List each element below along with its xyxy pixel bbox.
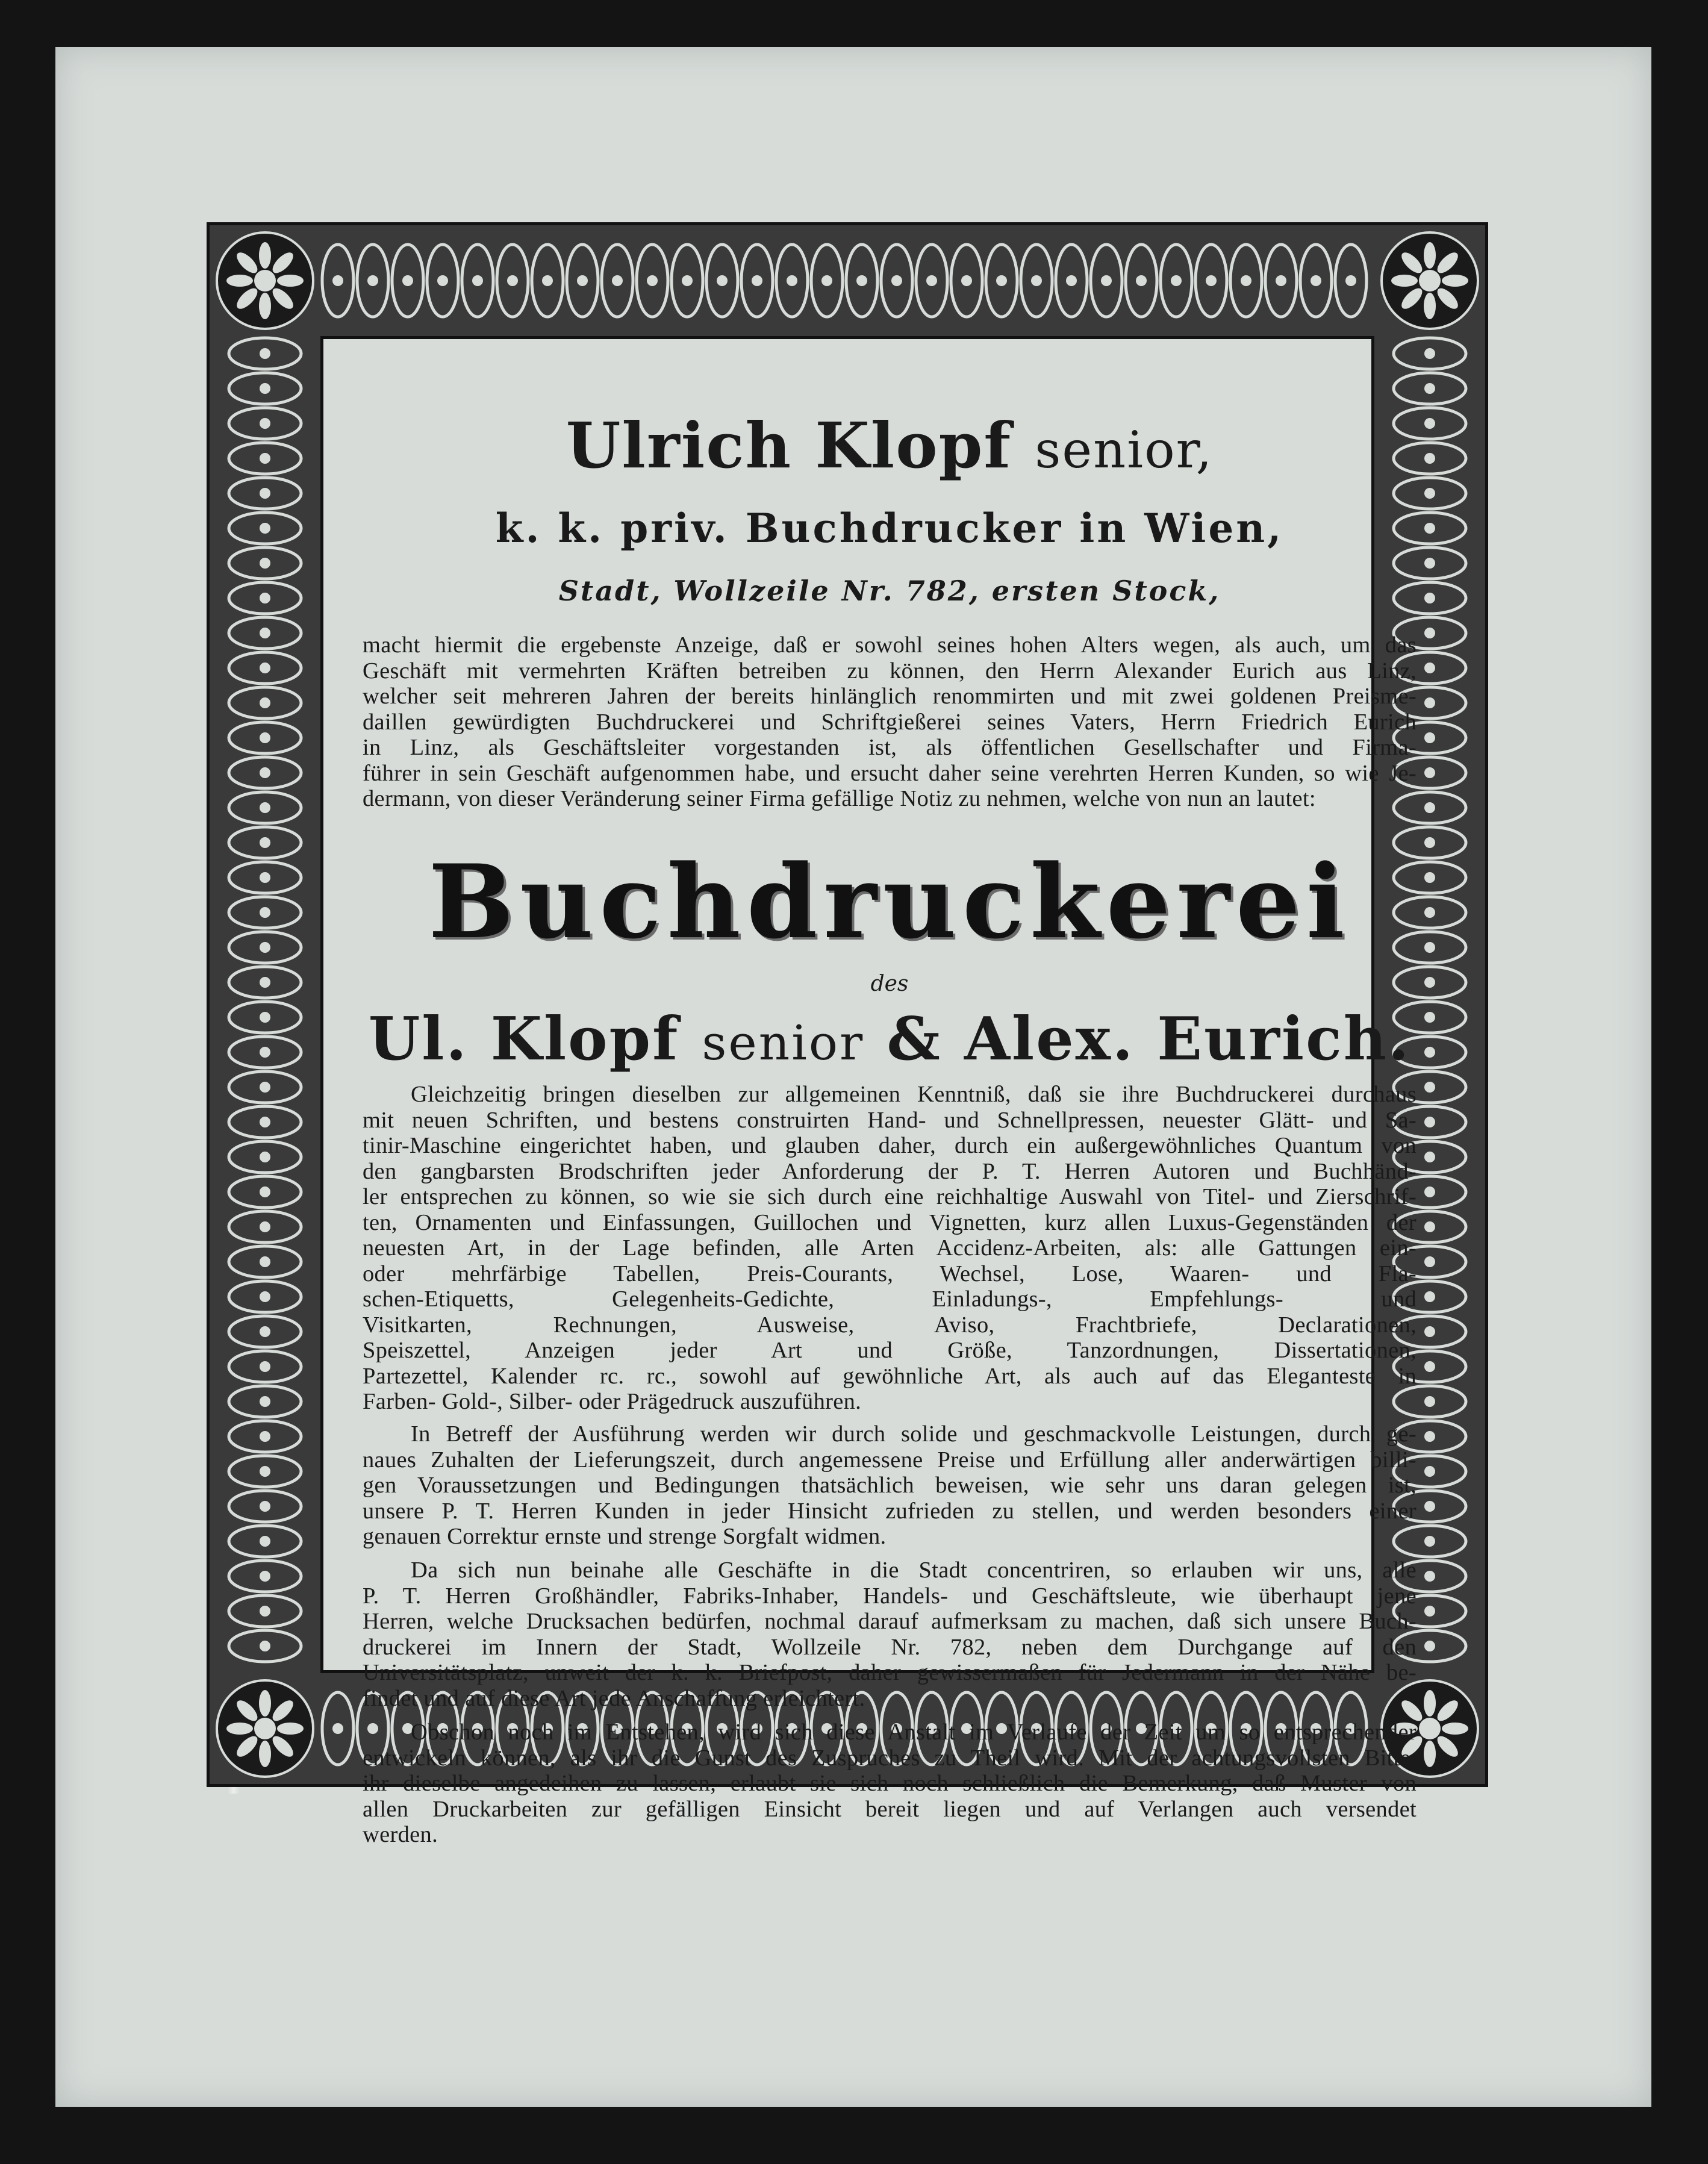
corner-petal	[259, 242, 271, 269]
border-dot	[1424, 418, 1435, 429]
border-dot	[647, 275, 658, 286]
border-dot	[891, 275, 902, 286]
border-dot	[1424, 558, 1435, 569]
border-dot	[260, 1501, 270, 1512]
corner-petal	[1424, 242, 1436, 269]
border-dot	[1424, 977, 1435, 988]
border-dot	[1424, 1431, 1435, 1442]
paragraph-equipment	[363, 1082, 1417, 1415]
border-dot	[1424, 1501, 1435, 1512]
border-dot	[332, 1723, 343, 1734]
border-dot	[1424, 1047, 1435, 1058]
text-line: neuesten Art, in der Lage befinden, alle Arten Accidenz-Arbeiten, als: alle Gattungen ein-	[363, 1235, 1417, 1261]
border-dot	[1424, 1012, 1435, 1023]
text-line: Geschäft mit vermehrten Kräften betreiben zu können, den Herrn Alexander Eurich aus Linz,	[363, 658, 1417, 684]
border-dot	[1424, 1571, 1435, 1582]
border-dot	[260, 1186, 270, 1197]
paragraph-location	[363, 1558, 1417, 1711]
corner-petal	[1391, 275, 1418, 287]
border-dot	[821, 275, 832, 286]
border-dot	[260, 1256, 270, 1267]
text-line: Gleichzeitig bringen dieselben zur allgemeinen Kenntniß, daß sie ihre Buchdruckerei durchaus	[411, 1082, 1417, 1107]
border-dot	[260, 523, 270, 534]
printer-name-suffix: senior,	[1035, 420, 1214, 479]
border-dot	[1424, 1536, 1435, 1547]
border-dot	[1424, 1256, 1435, 1267]
text-line: Visitkarten, Rechnungen, Ausweise, Aviso, Frachtbriefe, Declarationen,	[363, 1312, 1417, 1338]
border-dot	[577, 275, 588, 286]
border-dot	[717, 275, 728, 286]
border-dot	[1171, 275, 1182, 286]
text-line: druckerei im Innern der Stadt, Wollzeile Nr. 782, neben dem Durchgange auf den	[363, 1634, 1417, 1660]
border-dot	[1031, 275, 1042, 286]
firm-name-part-b: & Alex. Eurich.	[887, 1005, 1411, 1074]
corner-petal	[1424, 1690, 1436, 1717]
border-dot	[1424, 488, 1435, 499]
corner-petal	[259, 1741, 271, 1767]
text-line: ten, Ornamenten und Einfassungen, Guillochen und Vignetten, kurz allen Luxus-Gegenständen der	[363, 1209, 1417, 1235]
corner-center	[1419, 270, 1441, 292]
border-dot	[260, 1221, 270, 1232]
border-dot	[1424, 942, 1435, 953]
text-line: unsere P. T. Herren Kunden in jeder Hinsicht zufrieden zu stellen, und werden besonders einer	[363, 1498, 1417, 1524]
border-dot	[1424, 1361, 1435, 1372]
border-dot	[1424, 1291, 1435, 1302]
border-dot	[856, 275, 867, 286]
corner-petal	[1442, 1723, 1468, 1735]
text-line: schen-Etiquetts, Gelegenheits-Gedichte, Einladungs-, Empfehlungs- und	[363, 1286, 1417, 1312]
border-dot	[260, 348, 270, 359]
border-dot	[260, 418, 270, 429]
notice-text	[363, 384, 1417, 1878]
border-dot	[787, 275, 797, 286]
printer-title: k. k. priv. Buchdrucker in Wien,	[495, 505, 1284, 552]
text-line: daillen gewürdigten Buchdruckerei und Schriftgießerei seines Vaters, Herrn Friedrich Eurich	[363, 709, 1417, 735]
border-dot	[612, 275, 623, 286]
border-dot	[260, 977, 270, 988]
border-dot	[996, 275, 1007, 286]
border-dot	[260, 1152, 270, 1162]
border-dot	[260, 1641, 270, 1651]
border-dot	[1424, 1186, 1435, 1197]
printer-address: Stadt, Wollzeile Nr. 782, ersten Stock,	[558, 575, 1221, 607]
border-dot	[1276, 275, 1286, 286]
text-line: Partezettel, Kalender rc. rc., sowohl auf gewöhnliche Art, als auch auf das Eleganteste in	[363, 1363, 1417, 1389]
text-line: mit neuen Schriften, und bestens construirten Hand- und Schnellpressen, neuester Glätt- und Sa-	[363, 1107, 1417, 1133]
printer-name-bold: Ulrich Klopf	[566, 408, 1012, 482]
border-dot	[1424, 1082, 1435, 1093]
firm-name	[363, 1005, 1417, 1074]
border-dot	[260, 767, 270, 778]
paragraph-execution	[363, 1421, 1417, 1550]
text-line: macht hiermit die ergebenste Anzeige, daß er sowohl seines hohen Alters wegen, als auch, um das	[363, 632, 1417, 658]
border-dot	[961, 275, 972, 286]
text-line: den gangbarsten Brodschriften jeder Anforderung der P. T. Herren Autoren und Buchhänd-	[363, 1158, 1417, 1184]
border-dot	[1424, 593, 1435, 603]
paragraph-closing	[363, 1720, 1417, 1848]
border-dot	[260, 837, 270, 848]
border-dot	[260, 663, 270, 673]
firm-name-suffix: senior	[702, 1015, 865, 1071]
border-dot	[260, 1012, 270, 1023]
corner-petal	[1424, 1741, 1436, 1767]
border-dot	[260, 593, 270, 603]
border-dot	[367, 275, 378, 286]
text-line: findet und auf diese Art jede Anschaffung erleichtert.	[363, 1685, 865, 1711]
corner-petal	[259, 293, 271, 319]
border-dot	[260, 1326, 270, 1337]
border-dot	[260, 488, 270, 499]
border-dot	[1424, 1152, 1435, 1162]
text-line: führer in sein Geschäft aufgenommen habe, und ersucht daher seine verehrten Herren Kunden, so wie Je-	[363, 760, 1417, 786]
text-line: werden.	[363, 1822, 438, 1847]
corner-petal	[1424, 293, 1436, 319]
border-dot	[1101, 275, 1112, 286]
text-line: in Linz, als Geschäftsleiter vorgestanden ist, als öffentlichen Gesellschafter und Firma-	[363, 735, 1417, 760]
border-dot	[1424, 628, 1435, 638]
text-line: dermann, von dieser Veränderung seiner Firma gefällige Notiz zu nehmen, welche von nun an lautet:	[363, 786, 1316, 811]
text-line: gen Voraussetzungen und Bedingungen thatsächlich beweisen, wie sehr uns daran gelegen ist,	[363, 1473, 1417, 1498]
corner-center	[254, 270, 276, 292]
text-line: naues Zuhalten der Lieferungszeit, durch angemessene Preise und Erfüllung aller anderwärtigen billi-	[363, 1447, 1417, 1473]
border-dot	[1424, 837, 1435, 848]
border-dot	[1136, 275, 1147, 286]
corner-petal	[226, 275, 253, 287]
border-dot	[332, 275, 343, 286]
text-line: ler entsprechen zu können, so wie sie sich durch eine reichhaltige Auswahl von Titel- und Zierschrif-	[363, 1184, 1417, 1209]
corner-petal	[226, 1723, 253, 1735]
border-dot	[402, 275, 413, 286]
text-line: Universitätsplatz, unweit der k. k. Briefpost, daher gewissermaßen für Jedermann in der Nähe be-	[363, 1660, 1417, 1685]
border-dot	[1311, 275, 1321, 286]
border-dot	[437, 275, 448, 286]
border-dot	[507, 275, 518, 286]
border-dot	[260, 697, 270, 708]
border-dot	[1424, 1221, 1435, 1232]
des-word: des	[870, 971, 909, 996]
border-dot	[472, 275, 483, 286]
border-dot	[1424, 453, 1435, 464]
border-dot	[1424, 1396, 1435, 1407]
border-dot	[1066, 275, 1077, 286]
border-dot	[260, 1361, 270, 1372]
text-line: Da sich nun beinahe alle Geschäfte in die Stadt concentriren, so erlauben wir uns, alle	[411, 1558, 1417, 1583]
border-dot	[1424, 767, 1435, 778]
border-dot	[260, 453, 270, 464]
border-dot	[1424, 802, 1435, 813]
text-line: Farben- Gold-, Silber- oder Prägedruck auszuführen.	[363, 1389, 862, 1414]
border-dot	[1424, 907, 1435, 918]
border-dot	[1424, 1606, 1435, 1617]
border-dot	[682, 275, 693, 286]
text-line: In Betreff der Ausführung werden wir durch solide und geschmackvolle Leistungen, durch ge-	[411, 1421, 1417, 1447]
printer-name	[363, 408, 1417, 482]
border-dot	[1345, 275, 1356, 286]
paragraph-announcement	[363, 632, 1417, 812]
text-line: allen Druckarbeiten zur gefälligen Einsicht bereit liegen und auf Verlangen auch versendet	[363, 1796, 1417, 1822]
border-dot	[260, 802, 270, 813]
border-dot	[1424, 523, 1435, 534]
corner-petal	[1442, 275, 1468, 287]
border-dot	[260, 942, 270, 953]
border-dot	[1424, 697, 1435, 708]
border-dot	[1424, 872, 1435, 883]
border-dot	[1206, 275, 1217, 286]
paper-sheet	[55, 47, 1651, 2107]
border-dot	[260, 1117, 270, 1127]
border-dot	[260, 1571, 270, 1582]
border-dot	[260, 383, 270, 394]
border-dot	[542, 275, 553, 286]
border-dot	[752, 275, 762, 286]
border-dot	[260, 907, 270, 918]
firm-name-part-a: Ul. Klopf	[368, 1005, 680, 1074]
border-dot	[1424, 1641, 1435, 1651]
text-line: welcher seit mehreren Jahren der bereits hinlänglich renommirten und mit zwei goldenen Preisme-	[363, 684, 1417, 709]
border-dot	[1424, 1117, 1435, 1127]
text-line: Obschon noch im Entstehen, wird sich diese Anstalt im Verlaufe der Zeit um so entsprechender	[411, 1720, 1417, 1745]
border-dot	[260, 1291, 270, 1302]
border-dot	[260, 872, 270, 883]
border-dot	[260, 732, 270, 743]
border-dot	[260, 1606, 270, 1617]
border-dot	[1241, 275, 1251, 286]
corner-center	[254, 1718, 276, 1739]
corner-petal	[277, 275, 304, 287]
border-dot	[926, 275, 937, 286]
border-dot	[260, 1431, 270, 1442]
border-dot	[260, 1396, 270, 1407]
text-line: Speiszettel, Anzeigen jeder Art und Größe, Tanzordnungen, Dissertationen,	[363, 1338, 1417, 1363]
corner-center	[1419, 1718, 1441, 1739]
border-dot	[1424, 383, 1435, 394]
text-line: entwickeln können, als ihr die Gunst des Zuspruches zu Theil wird. Mit der achtungsvollsten Bitte,	[363, 1745, 1417, 1771]
border-dot	[260, 1466, 270, 1477]
border-dot	[260, 558, 270, 569]
border-dot	[1424, 732, 1435, 743]
border-dot	[260, 1047, 270, 1058]
corner-petal	[259, 1690, 271, 1717]
border-dot	[1424, 1466, 1435, 1477]
text-line: oder mehrfärbige Tabellen, Preis-Courants, Wechsel, Lose, Waaren- und Fla-	[363, 1261, 1417, 1286]
border-dot	[1424, 663, 1435, 673]
text-line: ihr dieselbe angedeihen zu lassen, erlaubt sie sich noch schließlich die Bemerkung, daß Muster von	[363, 1771, 1417, 1796]
text-line: tinir-Maschine eingerichtet haben, und glauben daher, durch ein außergewöhnliches Quantum von	[363, 1133, 1417, 1158]
border-dot	[1424, 1326, 1435, 1337]
border-dot	[260, 1082, 270, 1093]
big-title: Buchdruckerei	[428, 842, 1351, 961]
border-dot	[260, 628, 270, 638]
text-line: P. T. Herren Großhändler, Fabriks-Inhaber, Handels- und Geschäftsleute, wie überhaupt jene	[363, 1583, 1417, 1609]
border-dot	[260, 1536, 270, 1547]
text-line: Herren, welche Drucksachen bedürfen, nochmal darauf aufmerksam zu machen, daß sich unsere Buch-	[363, 1609, 1417, 1634]
text-line: genauen Correktur ernste und strenge Sorgfalt widmen.	[363, 1524, 887, 1549]
corner-petal	[277, 1723, 304, 1735]
border-dot	[1424, 348, 1435, 359]
